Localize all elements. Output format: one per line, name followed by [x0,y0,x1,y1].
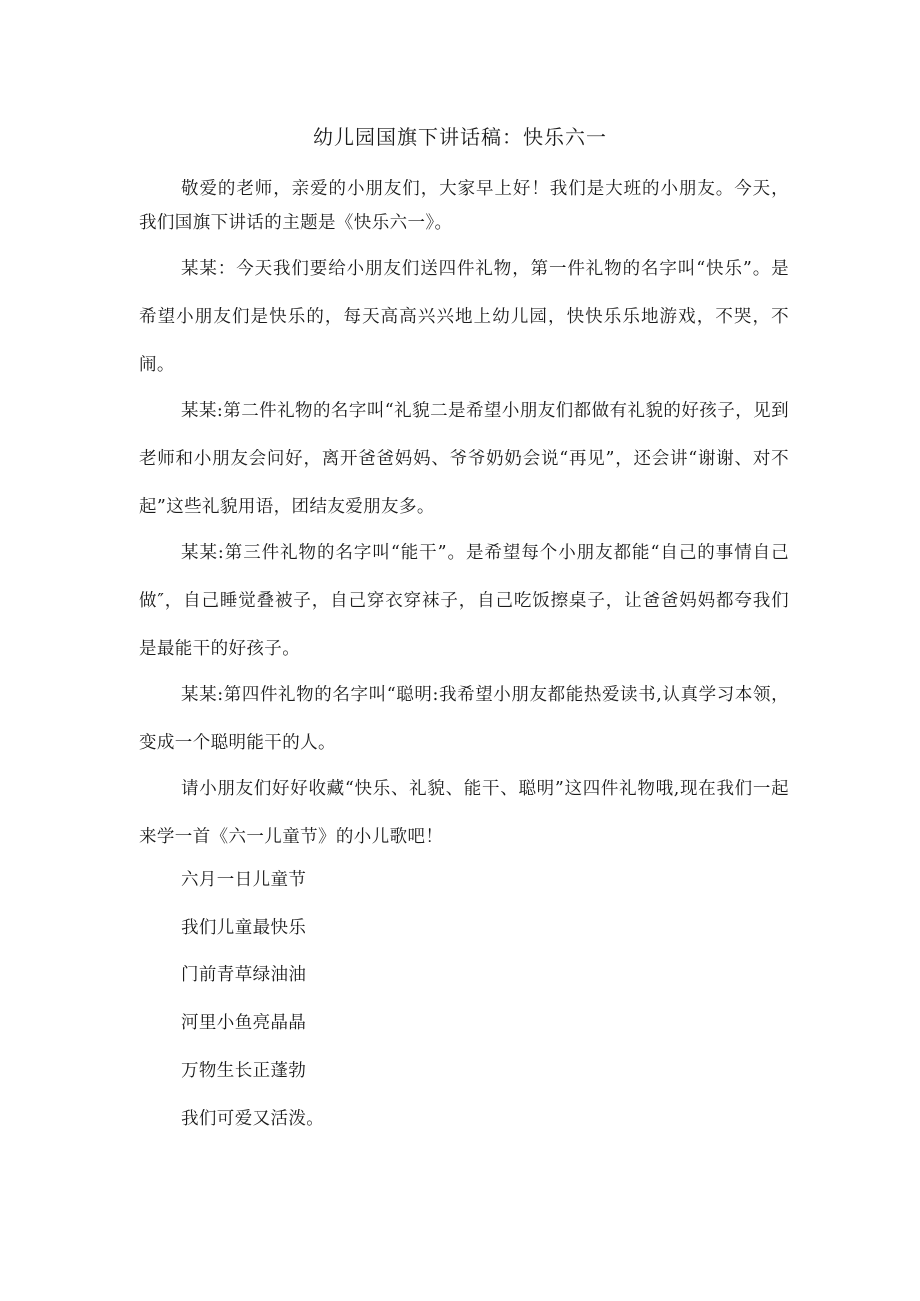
poem-line: 我们儿童最快乐 [181,918,307,938]
poem-line: 门前青草绿油油 [181,965,307,985]
paragraph-greeting: 敬爱的老师，亲爱的小朋友们，大家早上好！我们是大班的小朋友。今天，我们国旗下讲话的主题是《快乐六一》。 [139,179,789,233]
poem-line: 六月一日儿童节 [181,870,307,890]
paragraph-gift-capability: 某某:第三件礼物的名字叫“能干”。是希望每个小朋友都能“自己的事情自己做″，自己睡觉叠被子，自己穿衣穿袜子，自己吃饭擦桌子，让爸爸妈妈都夸我们是最能干的好孩子。 [139,543,789,659]
poem-line: 万物生长正蓬勃 [181,1061,307,1081]
paragraph-gift-happiness: 某某：今天我们要给小朋友们送四件礼物，第一件礼物的名字叫“快乐”。是希望小朋友们是快乐的，每天高高兴兴地上幼儿园，快快乐乐地游戏，不哭，不闹。 [139,259,789,375]
poem-line: 河里小鱼亮晶晶 [181,1013,307,1033]
paragraph-gift-politeness: 某某:第二件礼物的名字叫“礼貌二是希望小朋友们都做有礼貌的好孩子，见到老师和小朋友会问好，离开爸爸妈妈、爷爷奶奶会说“再见”，还会讲“谢谢、对不起”这些礼貌用语，团结友爱朋友多。 [139,401,789,517]
paragraph-invitation: 请小朋友们好好收藏“快乐、礼貌、能干、聪明”这四件礼物哦,现在我们一起来学一首《六一儿童节》的小儿歌吧！ [139,779,790,847]
document-title: 幼儿园国旗下讲话稿：快乐六一 [313,125,607,149]
poem-line: 我们可爱又活泼。 [181,1109,325,1129]
paragraph-gift-smartness: 某某:第四件礼物的名字叫“聪明:我希望小朋友都能热爱读书,认真学习本领，变成一个聪明能干的人。 [139,685,789,753]
